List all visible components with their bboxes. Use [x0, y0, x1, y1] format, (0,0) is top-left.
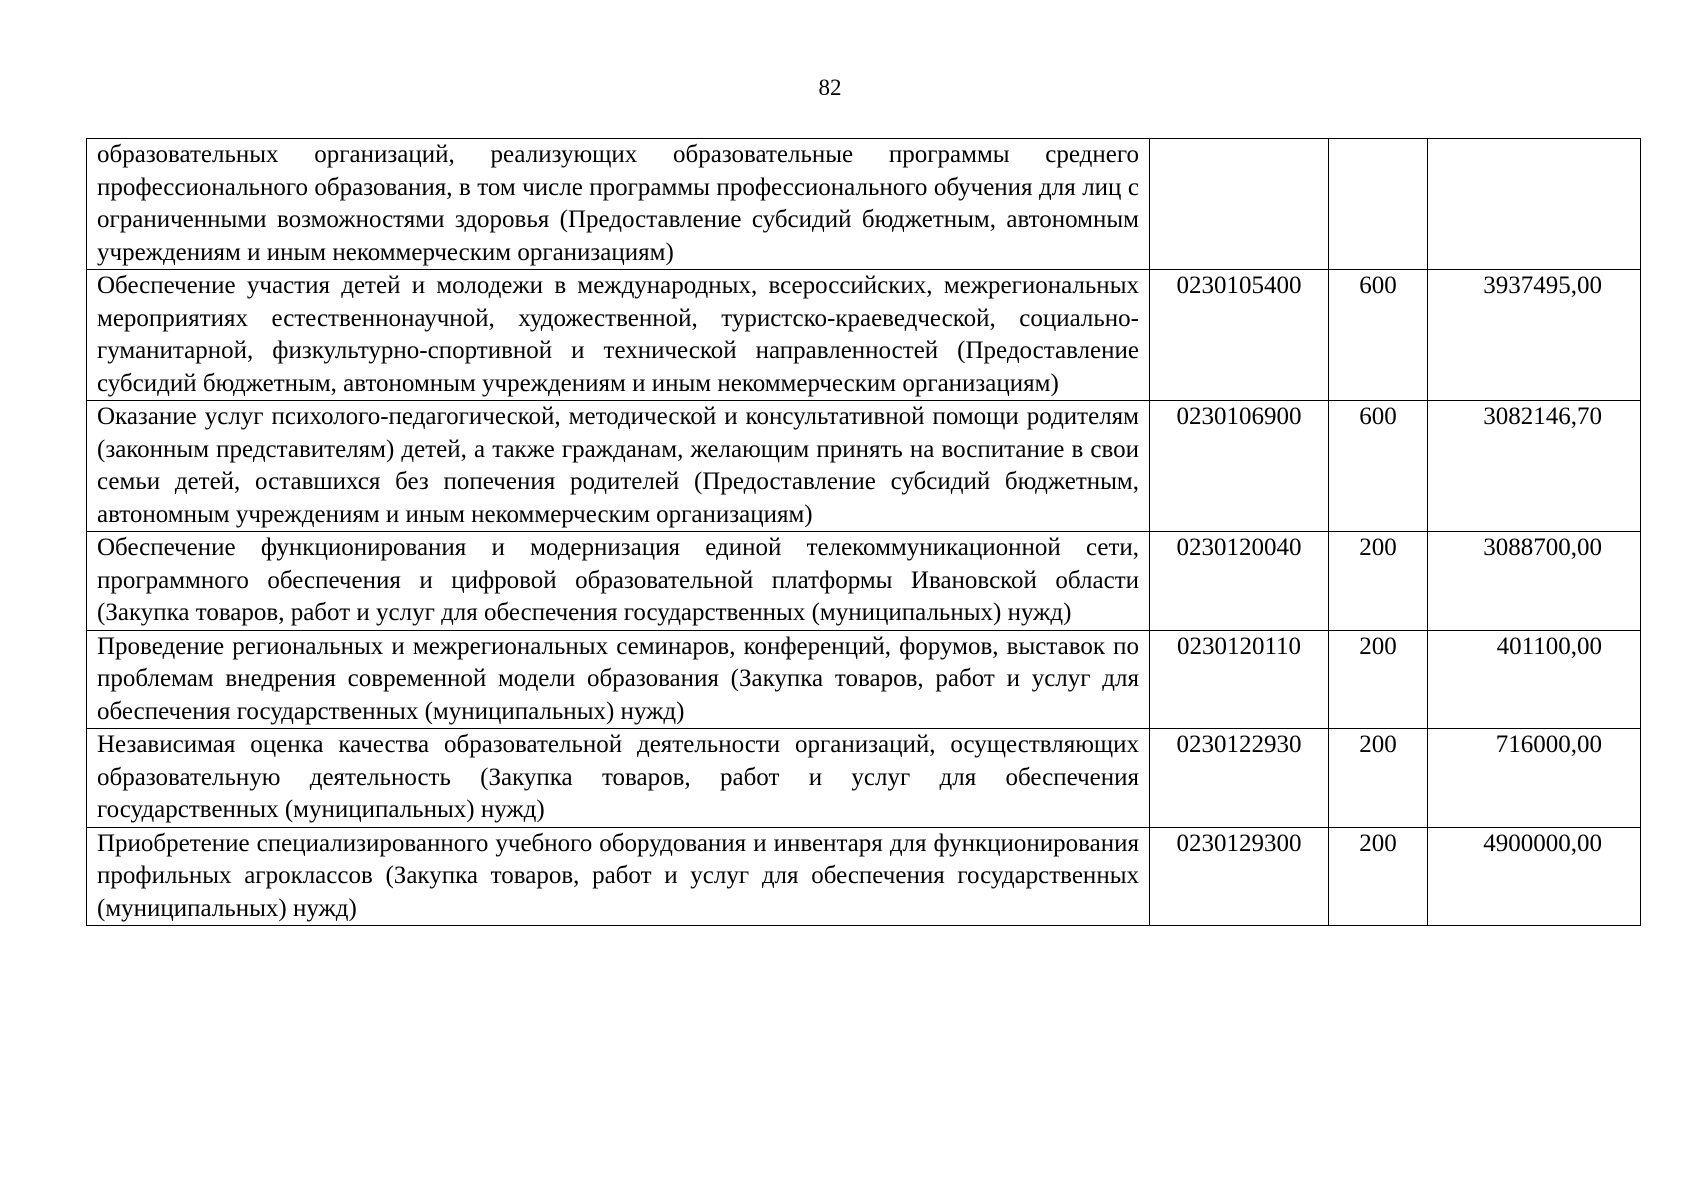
row-expense-type: 200 — [1329, 827, 1428, 926]
page-number: 82 — [818, 75, 842, 100]
row-target-code: 0230105400 — [1150, 270, 1329, 401]
table-row — [87, 729, 1641, 828]
row-description: Приобретение специализированного учебного оборудования и инвентаря для функционирования профильных агроклассов (Закупка товаров, работ и услуг для обеспечения государственных (муниципальных) нужд) — [87, 827, 1150, 926]
row-amount — [1428, 139, 1641, 270]
row-description: Обеспечение функционирования и модернизация единой телекоммуникационной сети, программного обеспечения и цифровой образовательной платформы Ивановской области (Закупка товаров, работ и услуг для обеспечения государственных (муниципальных) нужд) — [87, 532, 1150, 631]
row-amount: 4900000,00 — [1428, 827, 1641, 926]
row-target-code — [1150, 139, 1329, 270]
table-row — [87, 139, 1641, 270]
row-expense-type: 600 — [1329, 401, 1428, 532]
row-description: Обеспечение участия детей и молодежи в международных, всероссийских, межрегиональных мероприятиях естественнонаучной, художественной, туристско-краеведческой, социально-гуманитарной, физкультурно-спортивной и технической направленностей (Предоставление субсидий бюджетным, автономным учреждениям и иным некоммерческим организациям) — [87, 270, 1150, 401]
row-expense-type: 200 — [1329, 630, 1428, 729]
row-amount: 3082146,70 — [1428, 401, 1641, 532]
row-amount: 401100,00 — [1428, 630, 1641, 729]
row-description: Проведение региональных и межрегиональных семинаров, конференций, форумов, выставок по проблемам внедрения современной модели образования (Закупка товаров, работ и услуг для обеспечения государственных (муниципальных) нужд) — [87, 630, 1150, 729]
row-expense-type: 200 — [1329, 729, 1428, 828]
row-expense-type — [1329, 139, 1428, 270]
budget-table — [86, 138, 1641, 926]
table-row — [87, 401, 1641, 532]
table-row — [87, 270, 1641, 401]
row-target-code: 0230120110 — [1150, 630, 1329, 729]
row-amount: 3937495,00 — [1428, 270, 1641, 401]
row-target-code: 0230122930 — [1150, 729, 1329, 828]
row-description: образовательных организаций, реализующих образовательные программы среднего профессионального образования, в том числе программы профессионального обучения для лиц с ограниченными возможностями здоровья (Предоставление субсидий бюджетным, автономным учреждениям и иным некоммерческим организациям) — [87, 139, 1150, 270]
row-description: Оказание услуг психолого-педагогической, методической и консультативной помощи родителям (законным представителям) детей, а также гражданам, желающим принять на воспитание в свои семьи детей, оставшихся без попечения родителей (Предоставление субсидий бюджетным, автономным учреждениям и иным некоммерческим организациям) — [87, 401, 1150, 532]
row-amount: 716000,00 — [1428, 729, 1641, 828]
row-target-code: 0230120040 — [1150, 532, 1329, 631]
row-target-code: 0230106900 — [1150, 401, 1329, 532]
table-row — [87, 827, 1641, 926]
row-description: Независимая оценка качества образовательной деятельности организаций, осуществляющих образовательную деятельность (Закупка товаров, работ и услуг для обеспечения государственных (муниципальных) нужд) — [87, 729, 1150, 828]
row-target-code: 0230129300 — [1150, 827, 1329, 926]
row-expense-type: 600 — [1329, 270, 1428, 401]
row-expense-type: 200 — [1329, 532, 1428, 631]
row-amount: 3088700,00 — [1428, 532, 1641, 631]
table-row — [87, 630, 1641, 729]
table-row — [87, 532, 1641, 631]
